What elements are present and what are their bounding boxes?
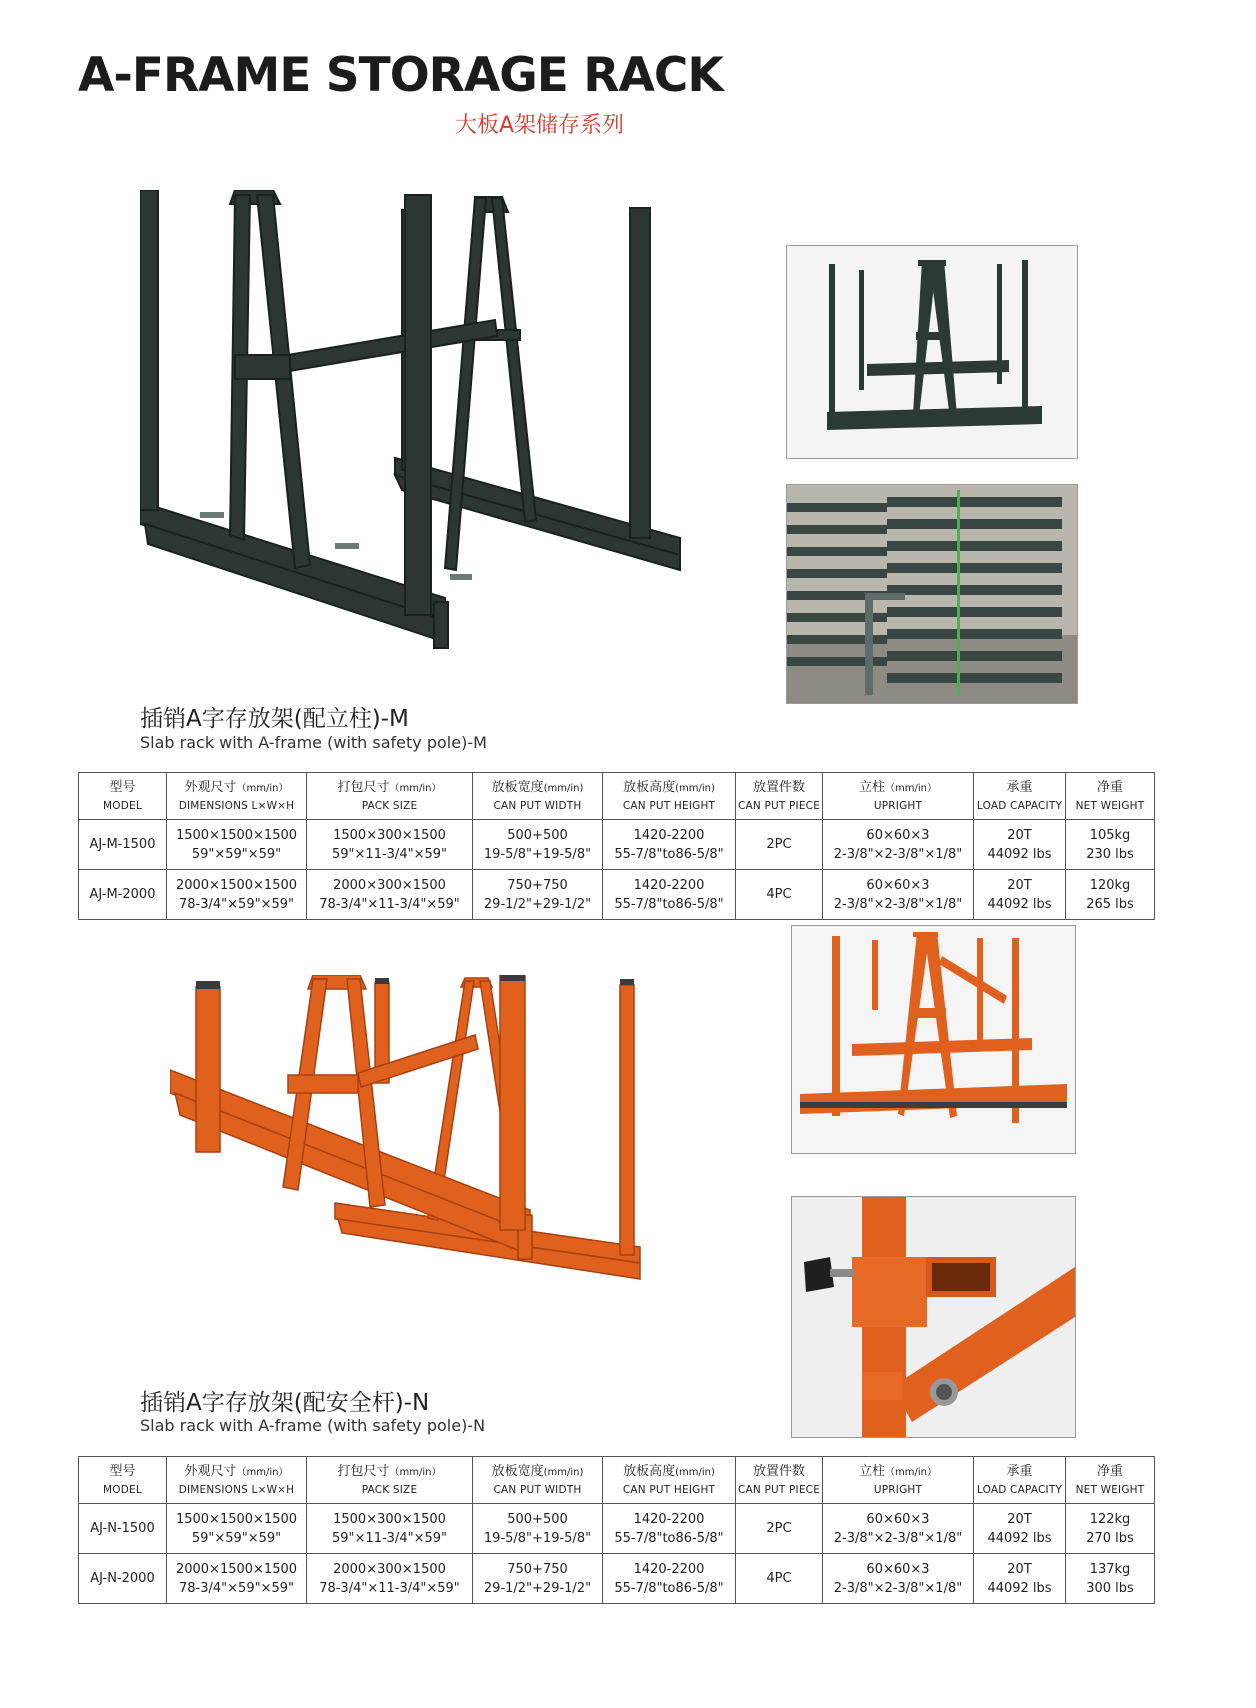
cell-model: AJ-N-1500 <box>79 1504 167 1554</box>
header-can-put-width: 放板宽度(mm/in) CAN PUT WIDTH <box>473 773 603 820</box>
cell-piece: 4PC <box>736 1554 823 1604</box>
header-dimensions: 外观尺寸（mm/in） DIMENSIONS L×W×H <box>167 1457 307 1504</box>
cell-pack-size: 2000×300×1500 78-3/4"×11-3/4"×59" <box>307 870 473 920</box>
rack-n-main-photo <box>170 975 730 1375</box>
rack-m-caption-cn: 插销A字存放架(配立柱)-M <box>140 706 409 732</box>
spec-table-n-header <box>79 1457 1155 1504</box>
cell-dimensions: 2000×1500×1500 78-3/4"×59"×59" <box>167 870 307 920</box>
cell-weight: 137kg 300 lbs <box>1066 1554 1155 1604</box>
header-model: 型号 MODEL <box>79 1457 167 1504</box>
header-net-weight: 净重 NET WEIGHT <box>1066 773 1155 820</box>
cell-load: 20T 44092 lbs <box>974 1504 1066 1554</box>
cell-weight: 122kg 270 lbs <box>1066 1504 1155 1554</box>
rack-n-closeup-photo <box>791 1196 1076 1438</box>
table-row <box>79 1554 1155 1604</box>
cell-width: 750+750 29-1/2"+29-1/2" <box>473 870 603 920</box>
header-can-put-height: 放板高度(mm/in) CAN PUT HEIGHT <box>603 773 736 820</box>
rack-m-caption-en: Slab rack with A-frame (with safety pole)-M <box>140 733 487 752</box>
cell-pack-size: 1500×300×1500 59"×11-3/4"×59" <box>307 820 473 870</box>
table-row <box>79 1504 1155 1554</box>
cell-upright: 60×60×3 2-3/8"×2-3/8"×1/8" <box>823 1504 974 1554</box>
cell-model: AJ-M-1500 <box>79 820 167 870</box>
cell-upright: 60×60×3 2-3/8"×2-3/8"×1/8" <box>823 1554 974 1604</box>
table-row <box>79 820 1155 870</box>
cell-width: 500+500 19-5/8"+19-5/8" <box>473 820 603 870</box>
rack-m-main-photo <box>140 190 720 700</box>
header-can-put-height: 放板高度(mm/in) CAN PUT HEIGHT <box>603 1457 736 1504</box>
cell-upright: 60×60×3 2-3/8"×2-3/8"×1/8" <box>823 870 974 920</box>
rack-n-side-photo <box>791 925 1076 1154</box>
cell-piece: 2PC <box>736 820 823 870</box>
header-load-capacity: 承重 LOAD CAPACITY <box>974 773 1066 820</box>
cell-height: 1420-2200 55-7/8"to86-5/8" <box>603 820 736 870</box>
header-pack-size: 打包尺寸（mm/in） PACK SIZE <box>307 773 473 820</box>
cell-load: 20T 44092 lbs <box>974 1554 1066 1604</box>
cell-height: 1420-2200 55-7/8"to86-5/8" <box>603 870 736 920</box>
spec-table-m <box>78 772 1155 920</box>
spec-table-m-header <box>79 773 1155 820</box>
cell-dimensions: 2000×1500×1500 78-3/4"×59"×59" <box>167 1554 307 1604</box>
header-dimensions: 外观尺寸（mm/in） DIMENSIONS L×W×H <box>167 773 307 820</box>
cell-pack-size: 2000×300×1500 78-3/4"×11-3/4"×59" <box>307 1554 473 1604</box>
cell-piece: 4PC <box>736 870 823 920</box>
header-upright: 立柱（mm/in） UPRIGHT <box>823 773 974 820</box>
cell-model: AJ-M-2000 <box>79 870 167 920</box>
rack-n-caption-en: Slab rack with A-frame (with safety pole)-N <box>140 1416 486 1435</box>
cell-height: 1420-2200 55-7/8"to86-5/8" <box>603 1504 736 1554</box>
cell-height: 1420-2200 55-7/8"to86-5/8" <box>603 1554 736 1604</box>
header-can-put-piece: 放置件数 CAN PUT PIECE <box>736 1457 823 1504</box>
header-can-put-piece: 放置件数 CAN PUT PIECE <box>736 773 823 820</box>
cell-pack-size: 1500×300×1500 59"×11-3/4"×59" <box>307 1504 473 1554</box>
cell-upright: 60×60×3 2-3/8"×2-3/8"×1/8" <box>823 820 974 870</box>
cell-load: 20T 44092 lbs <box>974 820 1066 870</box>
cell-dimensions: 1500×1500×1500 59"×59"×59" <box>167 1504 307 1554</box>
spec-table-n <box>78 1456 1155 1604</box>
rack-m-stack-photo <box>786 484 1078 704</box>
cell-width: 500+500 19-5/8"+19-5/8" <box>473 1504 603 1554</box>
cell-load: 20T 44092 lbs <box>974 870 1066 920</box>
cell-piece: 2PC <box>736 1504 823 1554</box>
cell-dimensions: 1500×1500×1500 59"×59"×59" <box>167 820 307 870</box>
header-upright: 立柱（mm/in） UPRIGHT <box>823 1457 974 1504</box>
rack-n-caption-cn: 插销A字存放架(配安全杆)-N <box>140 1390 430 1416</box>
page-title: A-FRAME STORAGE RACK <box>78 48 723 103</box>
header-load-capacity: 承重 LOAD CAPACITY <box>974 1457 1066 1504</box>
cell-width: 750+750 29-1/2"+29-1/2" <box>473 1554 603 1604</box>
header-can-put-width: 放板宽度(mm/in) CAN PUT WIDTH <box>473 1457 603 1504</box>
page-subtitle: 大板A架储存系列 <box>455 113 625 138</box>
header-model: 型号 MODEL <box>79 773 167 820</box>
cell-weight: 120kg 265 lbs <box>1066 870 1155 920</box>
cell-model: AJ-N-2000 <box>79 1554 167 1604</box>
header-net-weight: 净重 NET WEIGHT <box>1066 1457 1155 1504</box>
cell-weight: 105kg 230 lbs <box>1066 820 1155 870</box>
rack-m-side-photo <box>786 245 1078 459</box>
table-row <box>79 870 1155 920</box>
header-pack-size: 打包尺寸（mm/in） PACK SIZE <box>307 1457 473 1504</box>
